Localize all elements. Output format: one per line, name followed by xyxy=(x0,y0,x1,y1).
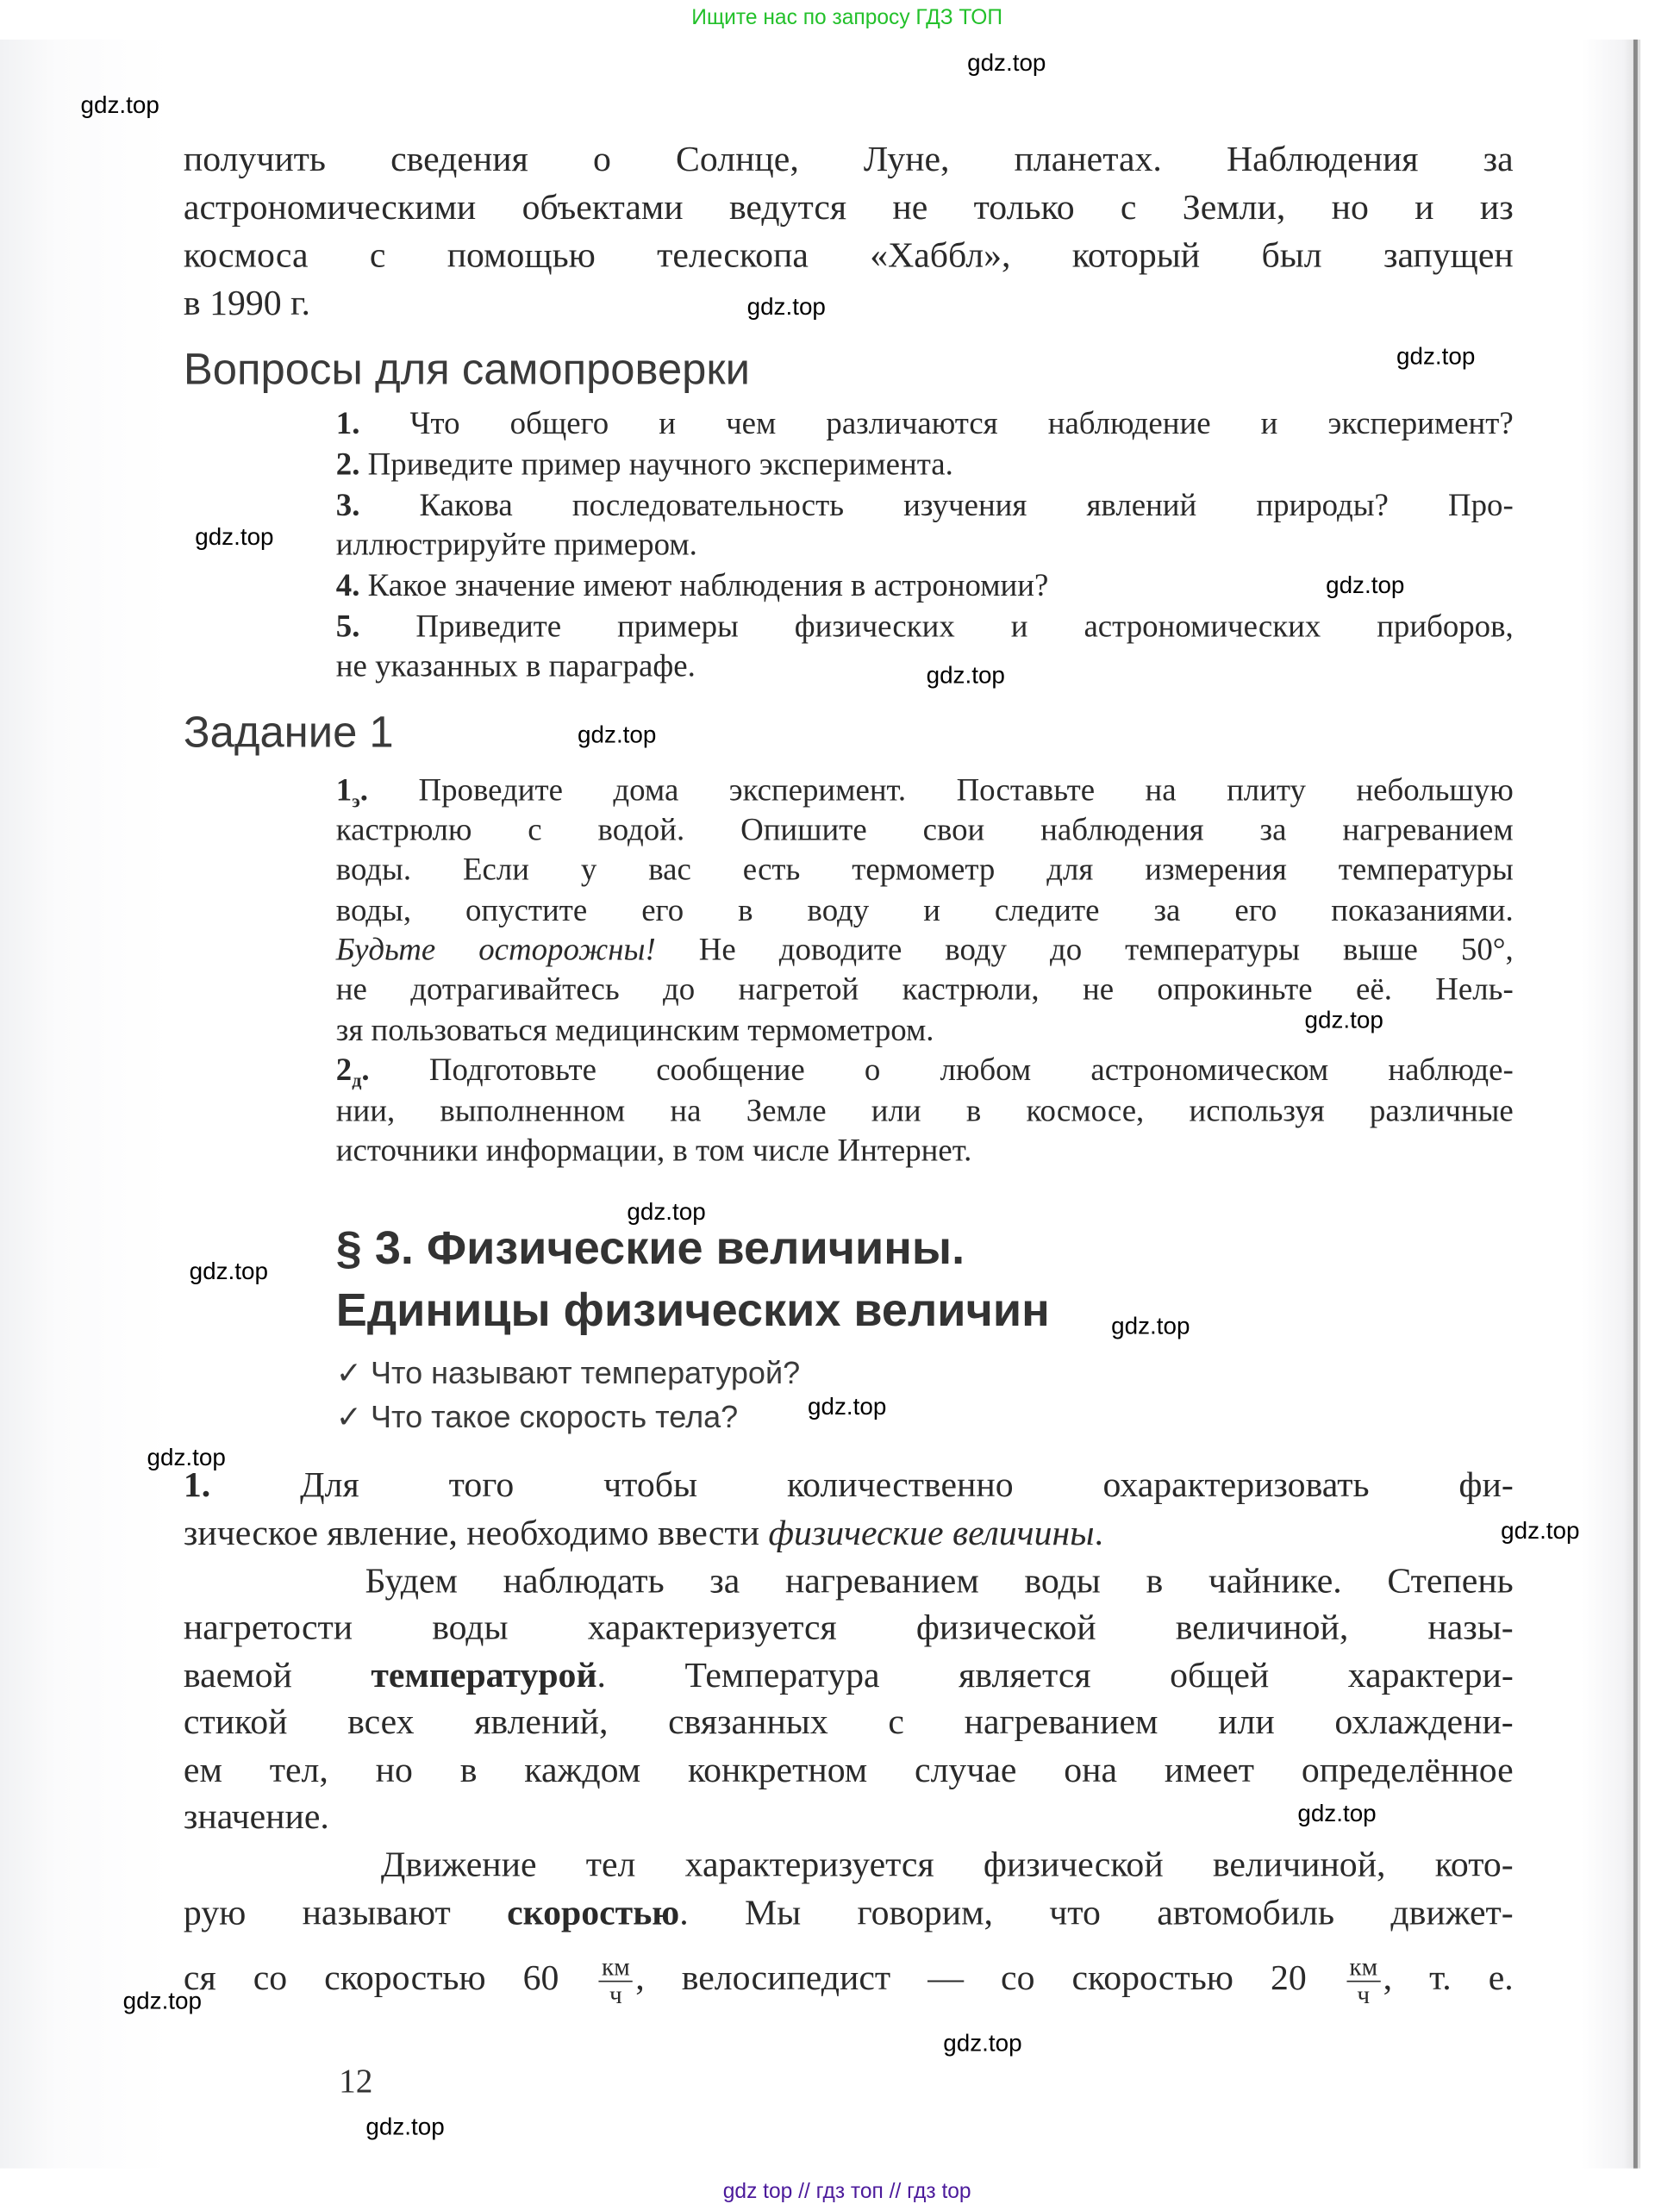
watermark-text: gdz.top xyxy=(122,1988,203,2015)
text-segment: физические величины xyxy=(768,1512,1095,1553)
text-segment: Будем наблюдать за нагреванием воды в чайнике. Степень xyxy=(183,1559,1514,1601)
text-segment: . xyxy=(361,1052,429,1088)
text-line xyxy=(335,647,1514,684)
text-segment: . xyxy=(1094,1512,1103,1553)
text-segment: получить сведения о Солнце, Луне, планетах. Наблюдения за xyxy=(183,138,1514,180)
text-segment: , т. е. xyxy=(1383,1957,1514,1998)
watermark-text: gdz.top xyxy=(80,91,159,119)
text-segment: ся со скоростью 60 xyxy=(183,1957,596,1998)
text-segment: 3. xyxy=(335,487,420,522)
text-segment: рую называют xyxy=(183,1891,508,1933)
text-line xyxy=(335,771,1514,812)
section-title-line1: § 3. Физические величины. xyxy=(335,1221,965,1274)
text-line xyxy=(335,446,1514,482)
text-segment: , велосипедист — со скоростью 20 xyxy=(635,1957,1344,1998)
text-segment: кастрюлю с водой. Опишите свои наблюдения за нагреванием xyxy=(335,811,1514,847)
text-segment: Какое значение имеют наблюдения в астрономии? xyxy=(367,567,1049,603)
watermark-text: gdz.top xyxy=(1326,571,1405,599)
text-segment: иллюстрируйте примером. xyxy=(335,526,697,562)
text-segment: Подготовьте сообщение о любом астрономическом наблюде- xyxy=(428,1052,1514,1088)
text-line xyxy=(335,1092,1514,1128)
text-segment: 1. xyxy=(335,405,410,440)
watermark-text: gdz.top xyxy=(147,1444,226,1471)
watermark-text: gdz.top xyxy=(627,1198,706,1226)
text-segment: 5. xyxy=(335,608,416,644)
text-line xyxy=(183,282,1514,324)
text-segment: . Температура является общей характери- xyxy=(596,1654,1514,1695)
text-segment: д xyxy=(352,1069,362,1091)
text-line xyxy=(336,1054,1514,1090)
page-number: 12 xyxy=(339,2064,373,2101)
watermark-text: gdz.top xyxy=(1501,1517,1580,1545)
text-line xyxy=(183,1749,1514,1790)
top-banner: Ищите нас по запросу ГДЗ ТОП xyxy=(691,5,1003,30)
check-question-2: ✓ Что такое скорость тела? xyxy=(335,1399,739,1435)
fraction-numerator: км xyxy=(599,1954,633,1982)
text-segment: Для того чтобы количественно охарактеризовать фи- xyxy=(300,1464,1514,1505)
text-segment: стикой всех явлений, связанных с нагреванием или охлаждени- xyxy=(183,1701,1514,1743)
text-segment: 2 xyxy=(335,1052,353,1088)
text-line xyxy=(335,931,1514,967)
fraction-numerator: км xyxy=(1346,1954,1380,1982)
text-segment: . xyxy=(359,771,419,808)
fraction-km-per-h xyxy=(599,1954,633,2008)
text-segment: 4. xyxy=(335,567,368,603)
text-segment: Какова последовательность изучения явлений природы? Про- xyxy=(419,487,1514,522)
text-segment: э xyxy=(352,790,360,812)
text-segment: 1 xyxy=(335,771,353,808)
text-segment: температурой xyxy=(371,1654,597,1695)
text-segment: Приведите примеры физических и астрономических приборов, xyxy=(415,608,1514,644)
text-line xyxy=(183,138,1514,180)
text-segment: скоростью xyxy=(507,1891,680,1933)
text-segment: астрономическими объектами ведутся не только с Земли, но и из xyxy=(183,186,1514,228)
text-segment: воды, опустите его в воду и следите за его показаниями. xyxy=(335,892,1514,928)
fraction-km-per-h xyxy=(1346,1954,1380,2008)
watermark-text: gdz.top xyxy=(967,49,1046,77)
text-segment: Проведите дома эксперимент. Поставьте на плиту небольшую xyxy=(418,771,1514,808)
watermark-text: gdz.top xyxy=(808,1393,887,1420)
text-segment: ем тел, но в каждом конкретном случае она имеет определённое xyxy=(183,1749,1514,1790)
questions-heading: Вопросы для самопроверки xyxy=(183,344,751,394)
text-segment: Не доводите воду до температуры выше 50°, xyxy=(698,931,1514,967)
text-segment: Движение тел характеризуется физической величиной, кото- xyxy=(183,1843,1514,1885)
text-line xyxy=(183,234,1514,276)
watermark-text: gdz.top xyxy=(1396,342,1476,371)
text-line xyxy=(183,1464,1514,1505)
text-line xyxy=(183,1701,1514,1743)
text-segment: в 1990 г. xyxy=(183,282,310,324)
page-edge xyxy=(1633,40,1638,2169)
text-line xyxy=(183,1891,1514,1933)
text-line xyxy=(335,526,1514,562)
text-line xyxy=(183,1559,1514,1601)
text-line xyxy=(184,1514,1514,1551)
watermark-text: gdz.top xyxy=(746,293,826,321)
text-segment: нии, выполненном на Земле или в космосе, используя различные xyxy=(335,1092,1514,1128)
text-line xyxy=(183,1654,1514,1695)
text-line xyxy=(183,186,1514,228)
text-line xyxy=(184,1954,1514,2008)
watermark-text: gdz.top xyxy=(365,2113,445,2140)
watermark-text: gdz.top xyxy=(943,2030,1022,2057)
text-segment: не дотрагивайтесь до нагретой кастрюли, не опрокиньте её. Нель- xyxy=(335,971,1514,1007)
text-line xyxy=(335,811,1514,847)
watermark-text: gdz.top xyxy=(1297,1800,1377,1827)
text-segment: Приведите пример научного эксперимента. xyxy=(367,446,953,482)
watermark-text: gdz.top xyxy=(1111,1313,1190,1340)
text-segment: зическое явление, необходимо ввести xyxy=(183,1512,769,1553)
check-question-1: ✓ Что называют температурой? xyxy=(335,1355,801,1391)
text-segment: 2. xyxy=(335,446,368,482)
fraction-denominator: ч xyxy=(609,1980,622,2009)
text-segment: воды. Если у вас есть термометр для измерения температуры xyxy=(335,851,1514,887)
text-segment: 1. xyxy=(183,1464,301,1505)
task-heading: Задание 1 xyxy=(183,707,394,757)
watermark-text: gdz.top xyxy=(578,721,657,749)
watermark-text: gdz.top xyxy=(195,523,274,551)
text-segment: нагретости воды характеризуется физической величиной, назы- xyxy=(183,1606,1514,1648)
text-line xyxy=(335,971,1514,1007)
section-title-line2: Единицы физических величин xyxy=(335,1283,1050,1336)
text-line xyxy=(335,892,1514,928)
text-segment: космоса с помощью телескопа «Хаббл», который был запущен xyxy=(183,234,1514,276)
text-line xyxy=(335,1132,1514,1168)
text-segment: зя пользоваться медицинским термометром. xyxy=(335,1012,934,1048)
text-segment: . Мы говорим, что автомобиль движет- xyxy=(679,1891,1514,1933)
text-line xyxy=(183,1843,1514,1885)
watermark-text: gdz.top xyxy=(1304,1006,1383,1033)
text-line xyxy=(335,405,1514,440)
text-segment: Будьте осторожны! xyxy=(335,931,699,967)
text-segment: не указанных в параграфе. xyxy=(335,647,696,684)
watermark-text: gdz.top xyxy=(189,1258,268,1285)
footer-links: gdz top // гдз топ // гдз top xyxy=(722,2179,971,2204)
text-line xyxy=(183,1606,1514,1648)
watermark-text: gdz.top xyxy=(926,662,1005,690)
fraction-denominator: ч xyxy=(1357,1980,1371,2009)
text-segment: значение. xyxy=(183,1795,329,1837)
text-segment: ваемой xyxy=(183,1654,372,1695)
text-segment: Что общего и чем различаются наблюдение и эксперимент? xyxy=(409,405,1514,440)
text-line xyxy=(335,608,1514,644)
text-line xyxy=(335,487,1514,522)
text-line xyxy=(335,851,1514,887)
text-segment: источники информации, в том числе Интернет. xyxy=(335,1132,972,1168)
